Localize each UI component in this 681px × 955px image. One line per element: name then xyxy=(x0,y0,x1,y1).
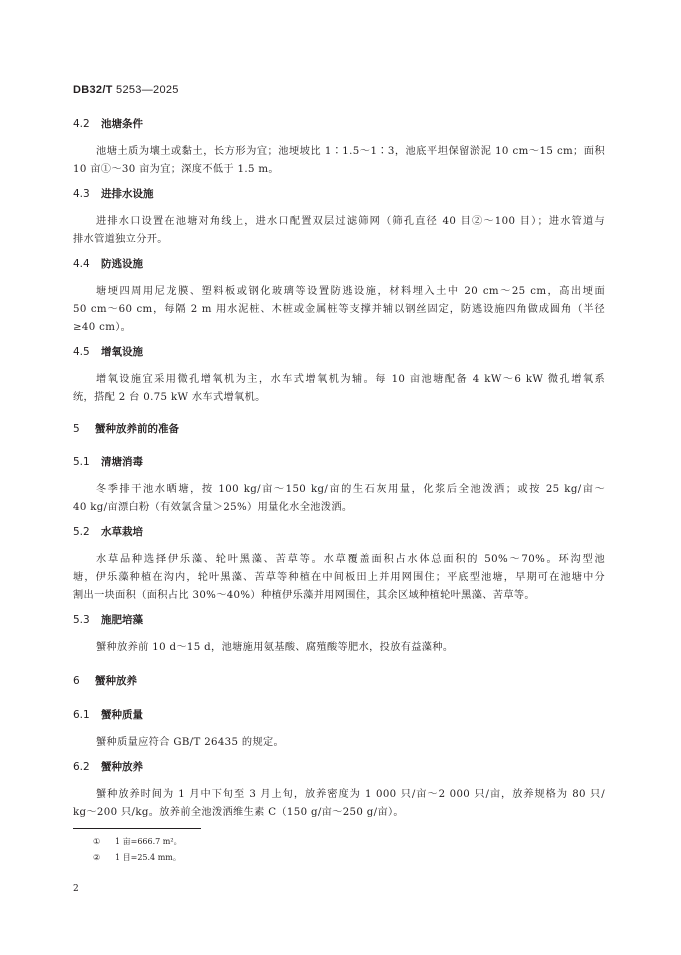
section-number: 4.3 xyxy=(73,188,90,200)
section-heading-4-4 xyxy=(73,256,143,271)
section-number: 4.2 xyxy=(73,118,90,130)
paragraph-line: 40 kg/亩漂白粉（有效氯含量＞25%）用量化水全池泼洒。 xyxy=(73,502,353,513)
section-title: 水草栽培 xyxy=(101,526,143,538)
section-number: 4.4 xyxy=(73,258,90,270)
section-heading-6-1 xyxy=(73,707,143,722)
section-heading-4-5 xyxy=(73,344,143,359)
section-title: 防逃设施 xyxy=(101,258,143,270)
section-heading-4-2 xyxy=(73,116,143,131)
document-code xyxy=(73,84,179,96)
chapter-heading-6 xyxy=(73,673,137,688)
section-heading-4-3 xyxy=(73,186,154,201)
section-title: 蟹种放养 xyxy=(95,675,137,687)
section-title: 增氧设施 xyxy=(101,346,143,358)
section-title: 施肥培藻 xyxy=(101,614,143,626)
section-number: 6.2 xyxy=(73,761,90,773)
section-heading-5-2 xyxy=(73,524,143,539)
paragraph-line: 塘，伊乐藻种植在沟内，轮叶黑藻、苦草等种植在中间板田上并用网围住；平底型池塘，早期可在池塘中分 xyxy=(73,572,605,583)
footnote-text: 1 目=25.4 mm。 xyxy=(115,853,181,862)
section-number: 5.3 xyxy=(73,614,90,626)
paragraph-line: 水草品种选择伊乐藻、轮叶黑藻、苦草等。水草覆盖面积占水体总面积的 50%～70%。环沟型池 xyxy=(96,554,605,565)
footnote xyxy=(93,852,181,863)
footnote xyxy=(93,836,182,847)
paragraph-line: 冬季排干池水晒塘，按 100 kg/亩～150 kg/亩的生石灰用量，化浆后全池泼洒；或按 25 kg/亩～ xyxy=(96,484,605,495)
section-heading-5-1 xyxy=(73,454,143,469)
paragraph-line: 排水管道独立分开。 xyxy=(73,234,168,245)
chapter-heading-5 xyxy=(73,421,179,436)
footnote-text: 1 亩=666.7 m²。 xyxy=(115,837,182,846)
section-heading-5-3 xyxy=(73,612,143,627)
paragraph-line: 塘埂四周用尼龙膜、塑料板或钢化玻璃等设置防逃设施，材料埋入土中 20 cm～25 cm，高出埂面 xyxy=(96,286,605,297)
paragraph-line: 10 亩①～30 亩为宜；深度不低于 1.5 m。 xyxy=(73,164,279,175)
paragraph-line: 蟹种质量应符合 GB/T 26435 的规定。 xyxy=(96,737,285,748)
paragraph-line: 50 cm～60 cm，每隔 2 m 用水泥桩、木桩或金属桩等支撑并辅以钢丝固定，防逃设施四角做成圆角（半径 xyxy=(73,304,605,315)
section-number: 5 xyxy=(73,423,80,435)
section-number: 4.5 xyxy=(73,346,90,358)
section-number: 5.1 xyxy=(73,456,90,468)
paragraph-line: 池塘土质为壤土或黏土，长方形为宜；池埂坡比 1∶1.5～1∶3，池底平坦保留淤泥 10 cm～15 cm；面积 xyxy=(96,146,605,157)
page-number: 2 xyxy=(73,884,79,894)
section-title: 蟹种放养 xyxy=(101,761,143,773)
section-number: 5.2 xyxy=(73,526,90,538)
paragraph-line: 蟹种放养时间为 1 月中下旬至 3 月上旬，放养密度为 1 000 只/亩～2 000 只/亩，放养规格为 80 只/ xyxy=(96,789,605,800)
section-title: 进排水设施 xyxy=(101,188,154,200)
paragraph-line: 蟹种放养前 10 d～15 d，池塘施用氨基酸、腐殖酸等肥水，投放有益藻种。 xyxy=(96,642,454,653)
section-heading-6-2 xyxy=(73,759,143,774)
section-title: 蟹种质量 xyxy=(101,709,143,721)
footnote-marker: ① xyxy=(93,837,101,846)
section-title: 池塘条件 xyxy=(101,118,143,130)
document-code-prefix: DB32/T xyxy=(73,84,113,96)
paragraph-line: kg～200 只/kg。放养前全池泼洒维生素 C（150 g/亩～250 g/亩）。 xyxy=(73,807,404,818)
paragraph-line: 统，搭配 2 台 0.75 kW 水车式增氧机。 xyxy=(73,392,266,403)
footnote-divider xyxy=(73,828,201,829)
footnote-marker: ② xyxy=(93,853,101,862)
paragraph-line: 增氧设施宜采用微孔增氧机为主，水车式增氧机为辅。每 10 亩池塘配备 4 kW～6 kW 微孔增氧系 xyxy=(96,374,605,385)
section-number: 6.1 xyxy=(73,709,90,721)
section-number: 6 xyxy=(73,675,80,687)
section-title: 清塘消毒 xyxy=(101,456,143,468)
section-title: 蟹种放养前的准备 xyxy=(95,423,179,435)
paragraph-line: 割出一块面积（面积占比 30%～40%）种植伊乐藻并用网围住，其余区域种植轮叶黑藻、苦草等。 xyxy=(73,590,535,601)
document-code-number: 5253—2025 xyxy=(112,84,179,96)
paragraph-line: ≥40 cm）。 xyxy=(73,322,132,333)
paragraph-line: 进排水口设置在池塘对角线上，进水口配置双层过滤筛网（筛孔直径 40 目②～100 目）；进水管道与 xyxy=(96,216,605,227)
